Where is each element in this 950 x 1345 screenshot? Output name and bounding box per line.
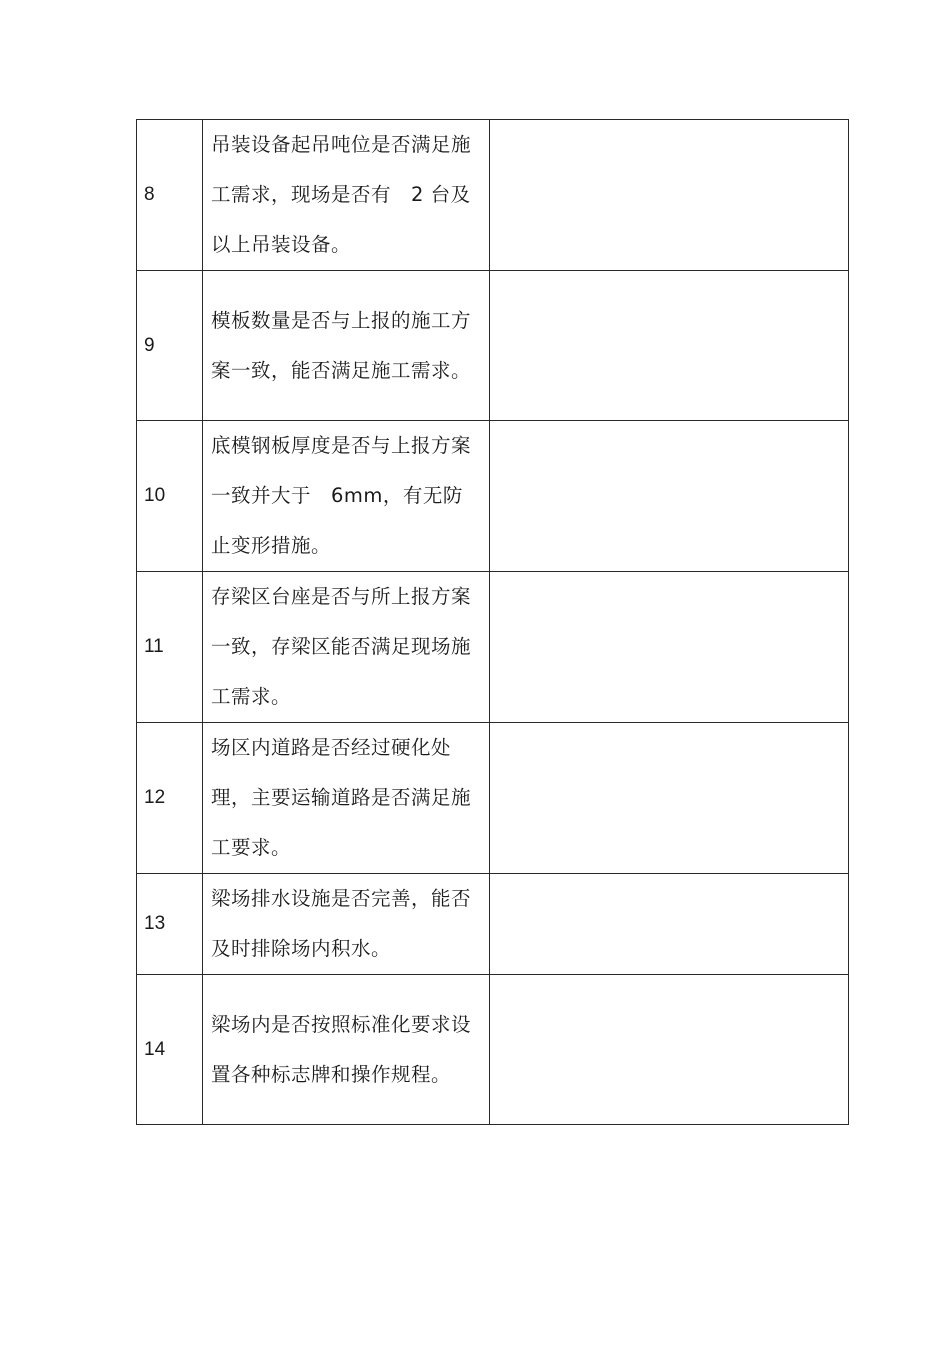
table-row	[137, 874, 849, 975]
check-item-text: 吊装设备起吊吨位是否满足施工需求，现场是否有 2 台及以上吊装设备。	[211, 133, 472, 256]
table-row	[137, 271, 849, 421]
result-cell	[490, 421, 849, 572]
row-number: 9	[137, 271, 203, 421]
table-row	[137, 975, 849, 1125]
table-row	[137, 572, 849, 723]
inspection-checklist-table	[136, 119, 849, 1125]
row-number: 10	[137, 421, 203, 572]
check-item-text: 梁场排水设施是否完善，能否及时排除场内积水。	[211, 887, 472, 960]
check-item-text: 存梁区台座是否与所上报方案一致，存梁区能否满足现场施工需求。	[211, 585, 472, 708]
result-cell	[490, 271, 849, 421]
table-row	[137, 723, 849, 874]
row-number: 13	[137, 874, 203, 975]
check-item-text: 底模钢板厚度是否与上报方案一致并大于 6mm，有无防止变形措施。	[211, 434, 472, 557]
check-item-text: 梁场内是否按照标准化要求设置各种标志牌和操作规程。	[211, 1012, 472, 1086]
check-item-text: 场区内道路是否经过硬化处理，主要运输道路是否满足施工要求。	[211, 736, 472, 859]
result-cell	[490, 874, 849, 975]
result-cell	[490, 572, 849, 723]
result-cell	[490, 975, 849, 1125]
row-number: 12	[137, 723, 203, 874]
row-number: 11	[137, 572, 203, 723]
row-number: 14	[137, 975, 203, 1125]
table-row	[137, 120, 849, 271]
result-cell	[490, 120, 849, 271]
result-cell	[490, 723, 849, 874]
table-row	[137, 421, 849, 572]
check-item-text: 模板数量是否与上报的施工方案一致，能否满足施工需求。	[211, 308, 472, 382]
row-number: 8	[137, 120, 203, 271]
